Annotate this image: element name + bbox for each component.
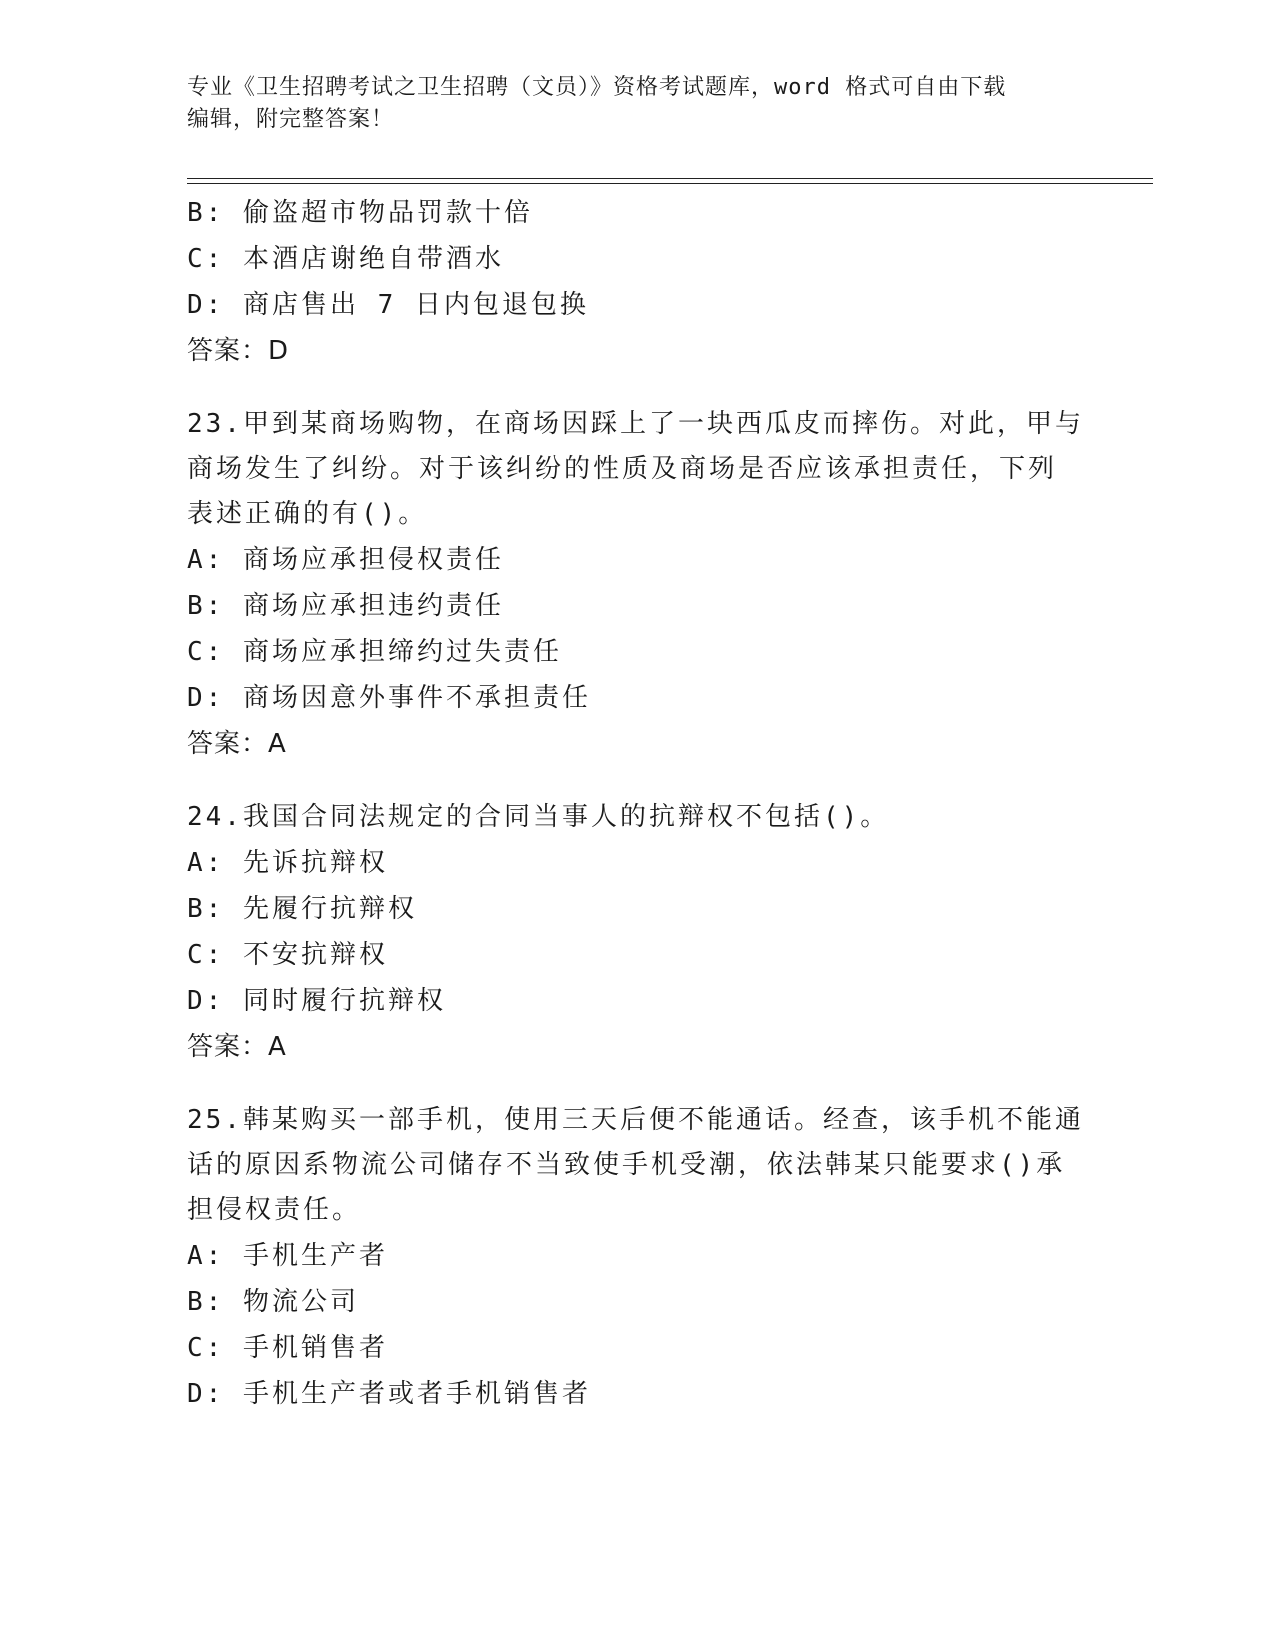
option-a: A: 先诉抗辩权 xyxy=(187,848,388,878)
answer-line: 答案：A xyxy=(187,1032,287,1062)
question-list xyxy=(187,190,1087,1417)
question-text-line: 表述正确的有()。 xyxy=(187,499,428,529)
option-b: B: 先履行抗辩权 xyxy=(187,894,417,924)
question-25 xyxy=(187,1098,1087,1417)
question-text-line: 25.韩某购买一部手机，使用三天后便不能通话。经查，该手机不能通 xyxy=(187,1105,1084,1135)
question-text-line: 话的原因系物流公司储存不当致使手机受潮，依法韩某只能要求()承 xyxy=(187,1150,1066,1180)
question-23 xyxy=(187,402,1087,767)
option-b: B: 物流公司 xyxy=(187,1287,359,1317)
question-text-line: 23.甲到某商场购物，在商场因踩上了一块西瓜皮而摔伤。对此，甲与 xyxy=(187,409,1084,439)
answer-line: 答案：A xyxy=(187,729,287,759)
header-note: 专业《卫生招聘考试之卫生招聘（文员）》资格考试题库，word 格式可自由下载 编辑，附完整答案！ xyxy=(187,75,1007,132)
option-a: A: 手机生产者 xyxy=(187,1241,388,1271)
question-text-line: 商场发生了纠纷。对于该纠纷的性质及商场是否应该承担责任，下列 xyxy=(187,454,1058,484)
header-divider-top xyxy=(187,178,1153,179)
option-c: C: 商场应承担缔约过失责任 xyxy=(187,637,562,667)
option-d: D: 同时履行抗辩权 xyxy=(187,986,446,1016)
header-divider-bottom xyxy=(187,183,1153,184)
option-a: A: 商场应承担侵权责任 xyxy=(187,545,504,575)
option-c: C: 不安抗辩权 xyxy=(187,940,388,970)
question-text-line: 24.我国合同法规定的合同当事人的抗辩权不包括()。 xyxy=(187,802,890,832)
answer-line: 答案：D xyxy=(187,336,290,366)
option-b: B: 商场应承担违约责任 xyxy=(187,591,504,621)
option-d: D: 手机生产者或者手机销售者 xyxy=(187,1379,591,1409)
option-d: D: 商店售出 7 日内包退包换 xyxy=(187,290,589,320)
question-24 xyxy=(187,795,1087,1070)
option-d: D: 商场因意外事件不承担责任 xyxy=(187,683,591,713)
partial-question xyxy=(187,190,1087,374)
option-c: C: 手机销售者 xyxy=(187,1333,388,1363)
option-b: B: 偷盗超市物品罚款十倍 xyxy=(187,198,533,228)
option-c: C: 本酒店谢绝自带酒水 xyxy=(187,244,504,274)
question-text-line: 担侵权责任。 xyxy=(187,1195,362,1225)
